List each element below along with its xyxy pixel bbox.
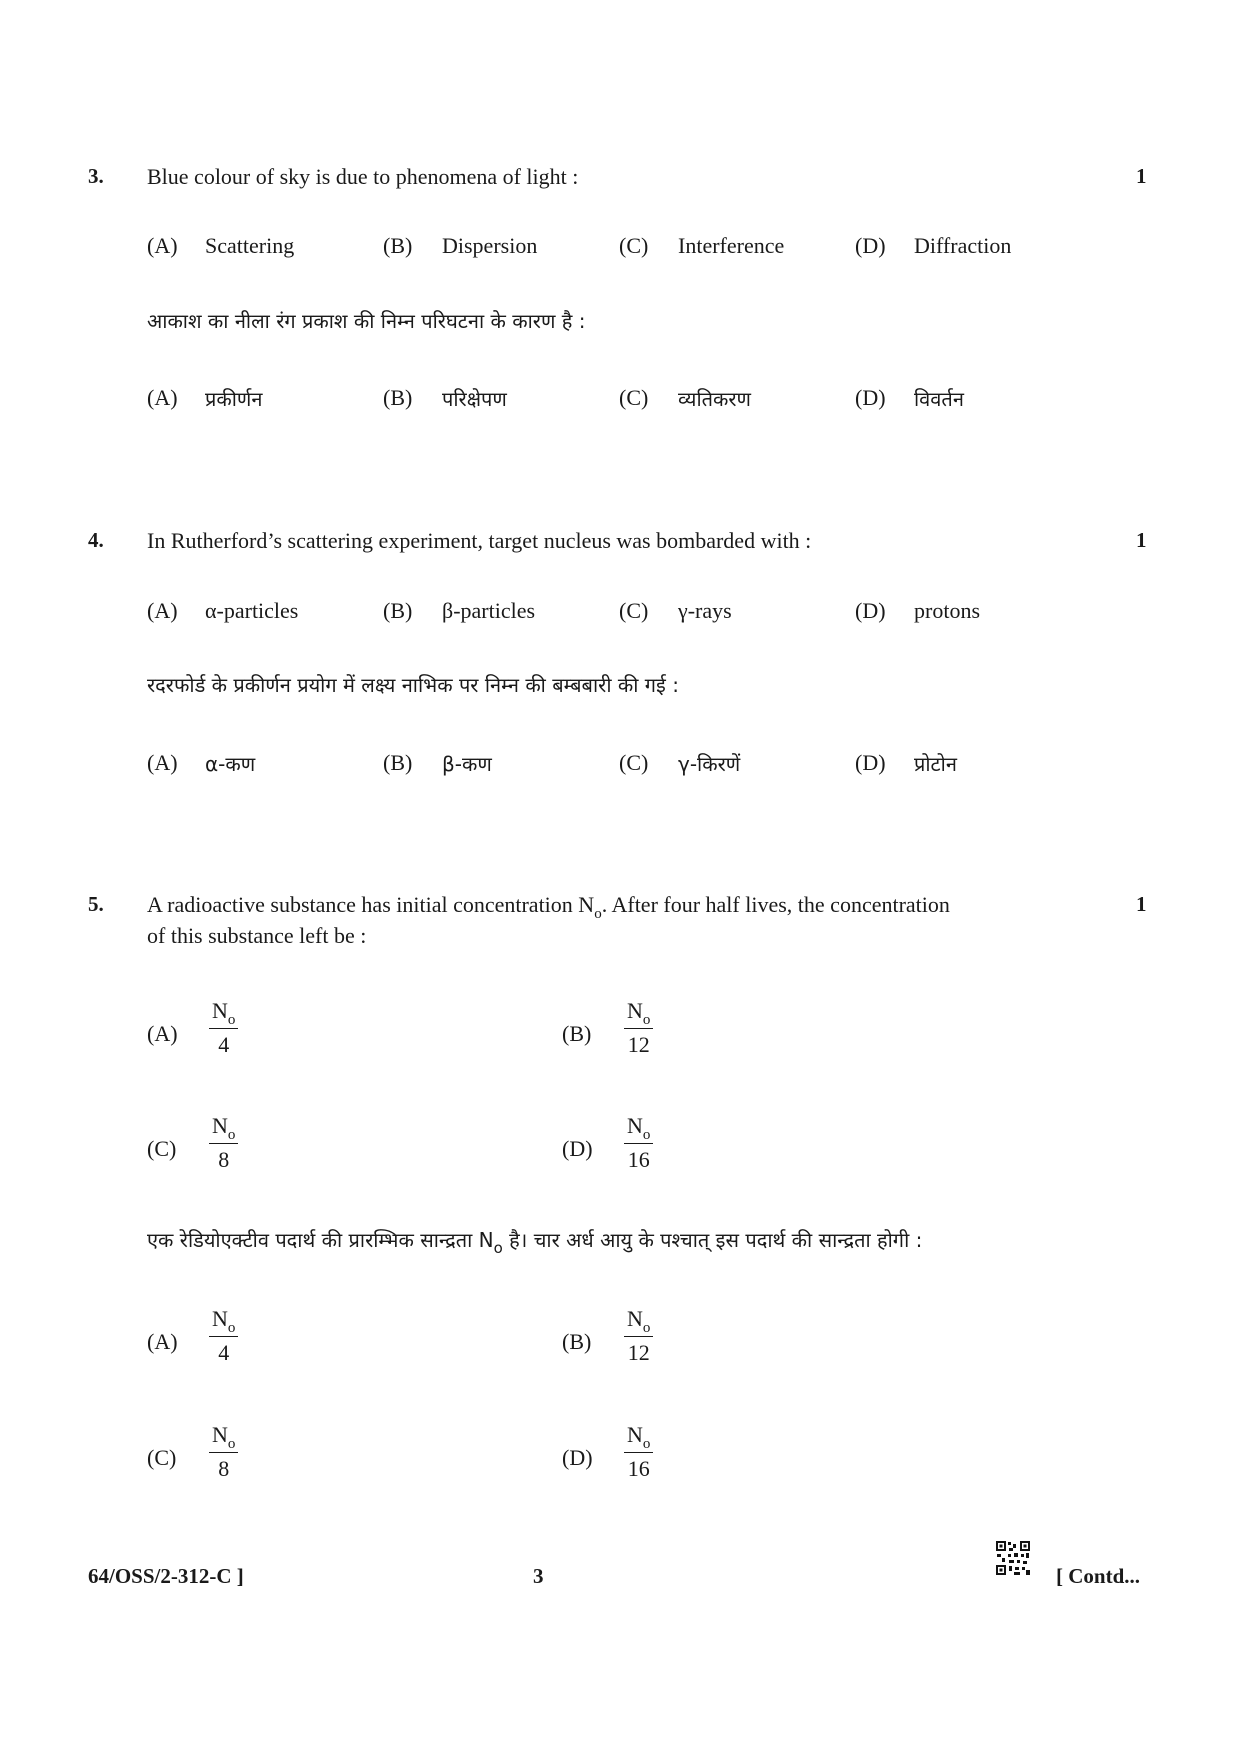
q4-en-option-a-label: (A) xyxy=(147,598,178,623)
q5-marks: 1 xyxy=(1136,892,1147,916)
q3-number: 3. xyxy=(88,164,104,188)
q5-hi-option-a-label: (A) xyxy=(147,1329,178,1354)
q5-numerator: N xyxy=(212,1113,228,1138)
q5-numerator-subscript: o xyxy=(642,1012,651,1028)
q5-denominator: 4 xyxy=(218,1340,230,1365)
q5-en-option-c-label: (C) xyxy=(147,1136,177,1161)
q5-numerator: N xyxy=(212,998,228,1023)
q4-en-option-a-text: α-particles xyxy=(205,598,299,623)
q3-en-option-a-label: (A) xyxy=(147,233,178,258)
q5-hi-option-c-label: (C) xyxy=(147,1445,177,1470)
q3-en-option-b-label: (B) xyxy=(383,233,413,258)
q4-hi-option-d-text: प्रोटोन xyxy=(914,752,957,776)
q4-en-option-c-text: γ-rays xyxy=(678,598,732,623)
q3-hi-option-c-label: (C) xyxy=(619,385,649,410)
q5-hi-option-c-fraction xyxy=(209,1422,238,1482)
q5-number: 5. xyxy=(88,892,104,916)
q4-hi-option-c-label: (C) xyxy=(619,750,649,775)
q3-marks: 1 xyxy=(1136,164,1147,188)
q4-en-option-c-label: (C) xyxy=(619,598,649,623)
q5-numerator: N xyxy=(212,1422,228,1447)
q5-denominator: 16 xyxy=(627,1147,650,1172)
q3-hi-option-a-text: प्रकीर्णन xyxy=(205,387,263,411)
q5-numerator-subscript: o xyxy=(642,1436,651,1452)
q5-en-option-b-label: (B) xyxy=(562,1021,592,1046)
q5-text-en-subscript: o xyxy=(594,906,602,922)
q3-en-option-d-text: Diffraction xyxy=(914,233,1012,258)
q5-numerator: N xyxy=(627,1113,643,1138)
q5-hi-option-b-fraction xyxy=(624,1306,653,1366)
q4-hi-option-b-label: (B) xyxy=(383,750,413,775)
q5-en-option-d-label: (D) xyxy=(562,1136,593,1161)
q5-en-option-b-fraction xyxy=(624,998,653,1058)
q4-marks: 1 xyxy=(1136,528,1147,552)
q5-text-hi-part1: एक रेडियोएक्टीव पदार्थ की प्रारम्भिक सान्द्रता N xyxy=(147,1228,494,1252)
q5-denominator: 4 xyxy=(218,1032,230,1057)
q4-number: 4. xyxy=(88,528,104,552)
q5-text-hi-part2: है। चार अर्ध आयु के पश्चात् इस पदार्थ की सान्द्रता होगी : xyxy=(502,1228,923,1252)
q4-en-option-b-label: (B) xyxy=(383,598,413,623)
q5-text-en xyxy=(147,891,1107,950)
q4-en-option-d-text: protons xyxy=(914,598,980,623)
q5-denominator: 12 xyxy=(627,1340,650,1365)
q4-text-hi: रदरफोर्ड के प्रकीर्णन प्रयोग में लक्ष्य नाभिक पर निम्न की बम्बबारी की गई : xyxy=(147,673,679,697)
q5-denominator: 12 xyxy=(627,1032,650,1057)
q3-en-option-a-text: Scattering xyxy=(205,233,295,258)
q5-hi-option-d-fraction xyxy=(624,1422,653,1482)
q5-en-option-a-label: (A) xyxy=(147,1021,178,1046)
q4-en-option-b-text: β-particles xyxy=(442,598,536,623)
q5-denominator: 16 xyxy=(627,1456,650,1481)
q5-en-option-a-fraction xyxy=(209,998,238,1058)
q4-hi-option-b-text: β-कण xyxy=(442,752,492,776)
q5-numerator: N xyxy=(627,998,643,1023)
q4-hi-option-a-text: α-कण xyxy=(205,752,256,776)
q5-text-hi-subscript: o xyxy=(493,1239,503,1257)
q5-en-option-d-fraction xyxy=(624,1113,653,1173)
page-number: 3 xyxy=(533,1564,544,1588)
q5-hi-option-a-fraction xyxy=(209,1306,238,1366)
q5-text-en-part1: A radioactive substance has initial concentration N xyxy=(147,892,595,917)
q5-hi-option-b-label: (B) xyxy=(562,1329,592,1354)
qr-code-icon xyxy=(995,1540,1031,1581)
q3-hi-option-b-text: परिक्षेपण xyxy=(442,387,507,411)
q5-denominator: 8 xyxy=(218,1147,230,1172)
q5-text-en-line2: of this substance left be : xyxy=(147,923,367,948)
q5-text-hi xyxy=(147,1226,923,1257)
q3-hi-option-d-text: विवर्तन xyxy=(914,387,964,411)
q3-hi-option-c-text: व्यतिकरण xyxy=(678,387,752,411)
paper-code: 64/OSS/2-312-C ] xyxy=(88,1564,244,1588)
q5-en-option-c-fraction xyxy=(209,1113,238,1173)
q3-en-option-d-label: (D) xyxy=(855,233,886,258)
q5-numerator-subscript: o xyxy=(642,1320,651,1336)
q4-hi-option-d-label: (D) xyxy=(855,750,886,775)
q3-hi-option-a-label: (A) xyxy=(147,385,178,410)
q5-numerator-subscript: o xyxy=(227,1436,236,1452)
q5-hi-option-d-label: (D) xyxy=(562,1445,593,1470)
q5-numerator-subscript: o xyxy=(227,1320,236,1336)
q3-text-en: Blue colour of sky is due to phenomena of light : xyxy=(147,164,579,189)
q3-hi-option-d-label: (D) xyxy=(855,385,886,410)
q4-en-option-d-label: (D) xyxy=(855,598,886,623)
q4-hi-option-a-label: (A) xyxy=(147,750,178,775)
q5-numerator: N xyxy=(627,1422,643,1447)
q3-en-option-b-text: Dispersion xyxy=(442,233,538,258)
q3-text-hi: आकाश का नीला रंग प्रकाश की निम्न परिघटना के कारण है : xyxy=(147,309,586,333)
q5-numerator-subscript: o xyxy=(642,1127,651,1143)
q3-en-option-c-label: (C) xyxy=(619,233,649,258)
q3-hi-option-b-label: (B) xyxy=(383,385,413,410)
q3-en-option-c-text: Interference xyxy=(678,233,785,258)
q5-denominator: 8 xyxy=(218,1456,230,1481)
q4-hi-option-c-text: γ-किरणें xyxy=(678,752,741,776)
q5-numerator: N xyxy=(627,1306,643,1331)
q5-numerator-subscript: o xyxy=(227,1012,236,1028)
continued-label: [ Contd... xyxy=(1056,1564,1141,1588)
q4-text-en: In Rutherford’s scattering experiment, target nucleus was bombarded with : xyxy=(147,528,812,553)
q5-numerator: N xyxy=(212,1306,228,1331)
q5-numerator-subscript: o xyxy=(227,1127,236,1143)
q5-text-en-part2: . After four half lives, the concentration xyxy=(601,892,950,917)
